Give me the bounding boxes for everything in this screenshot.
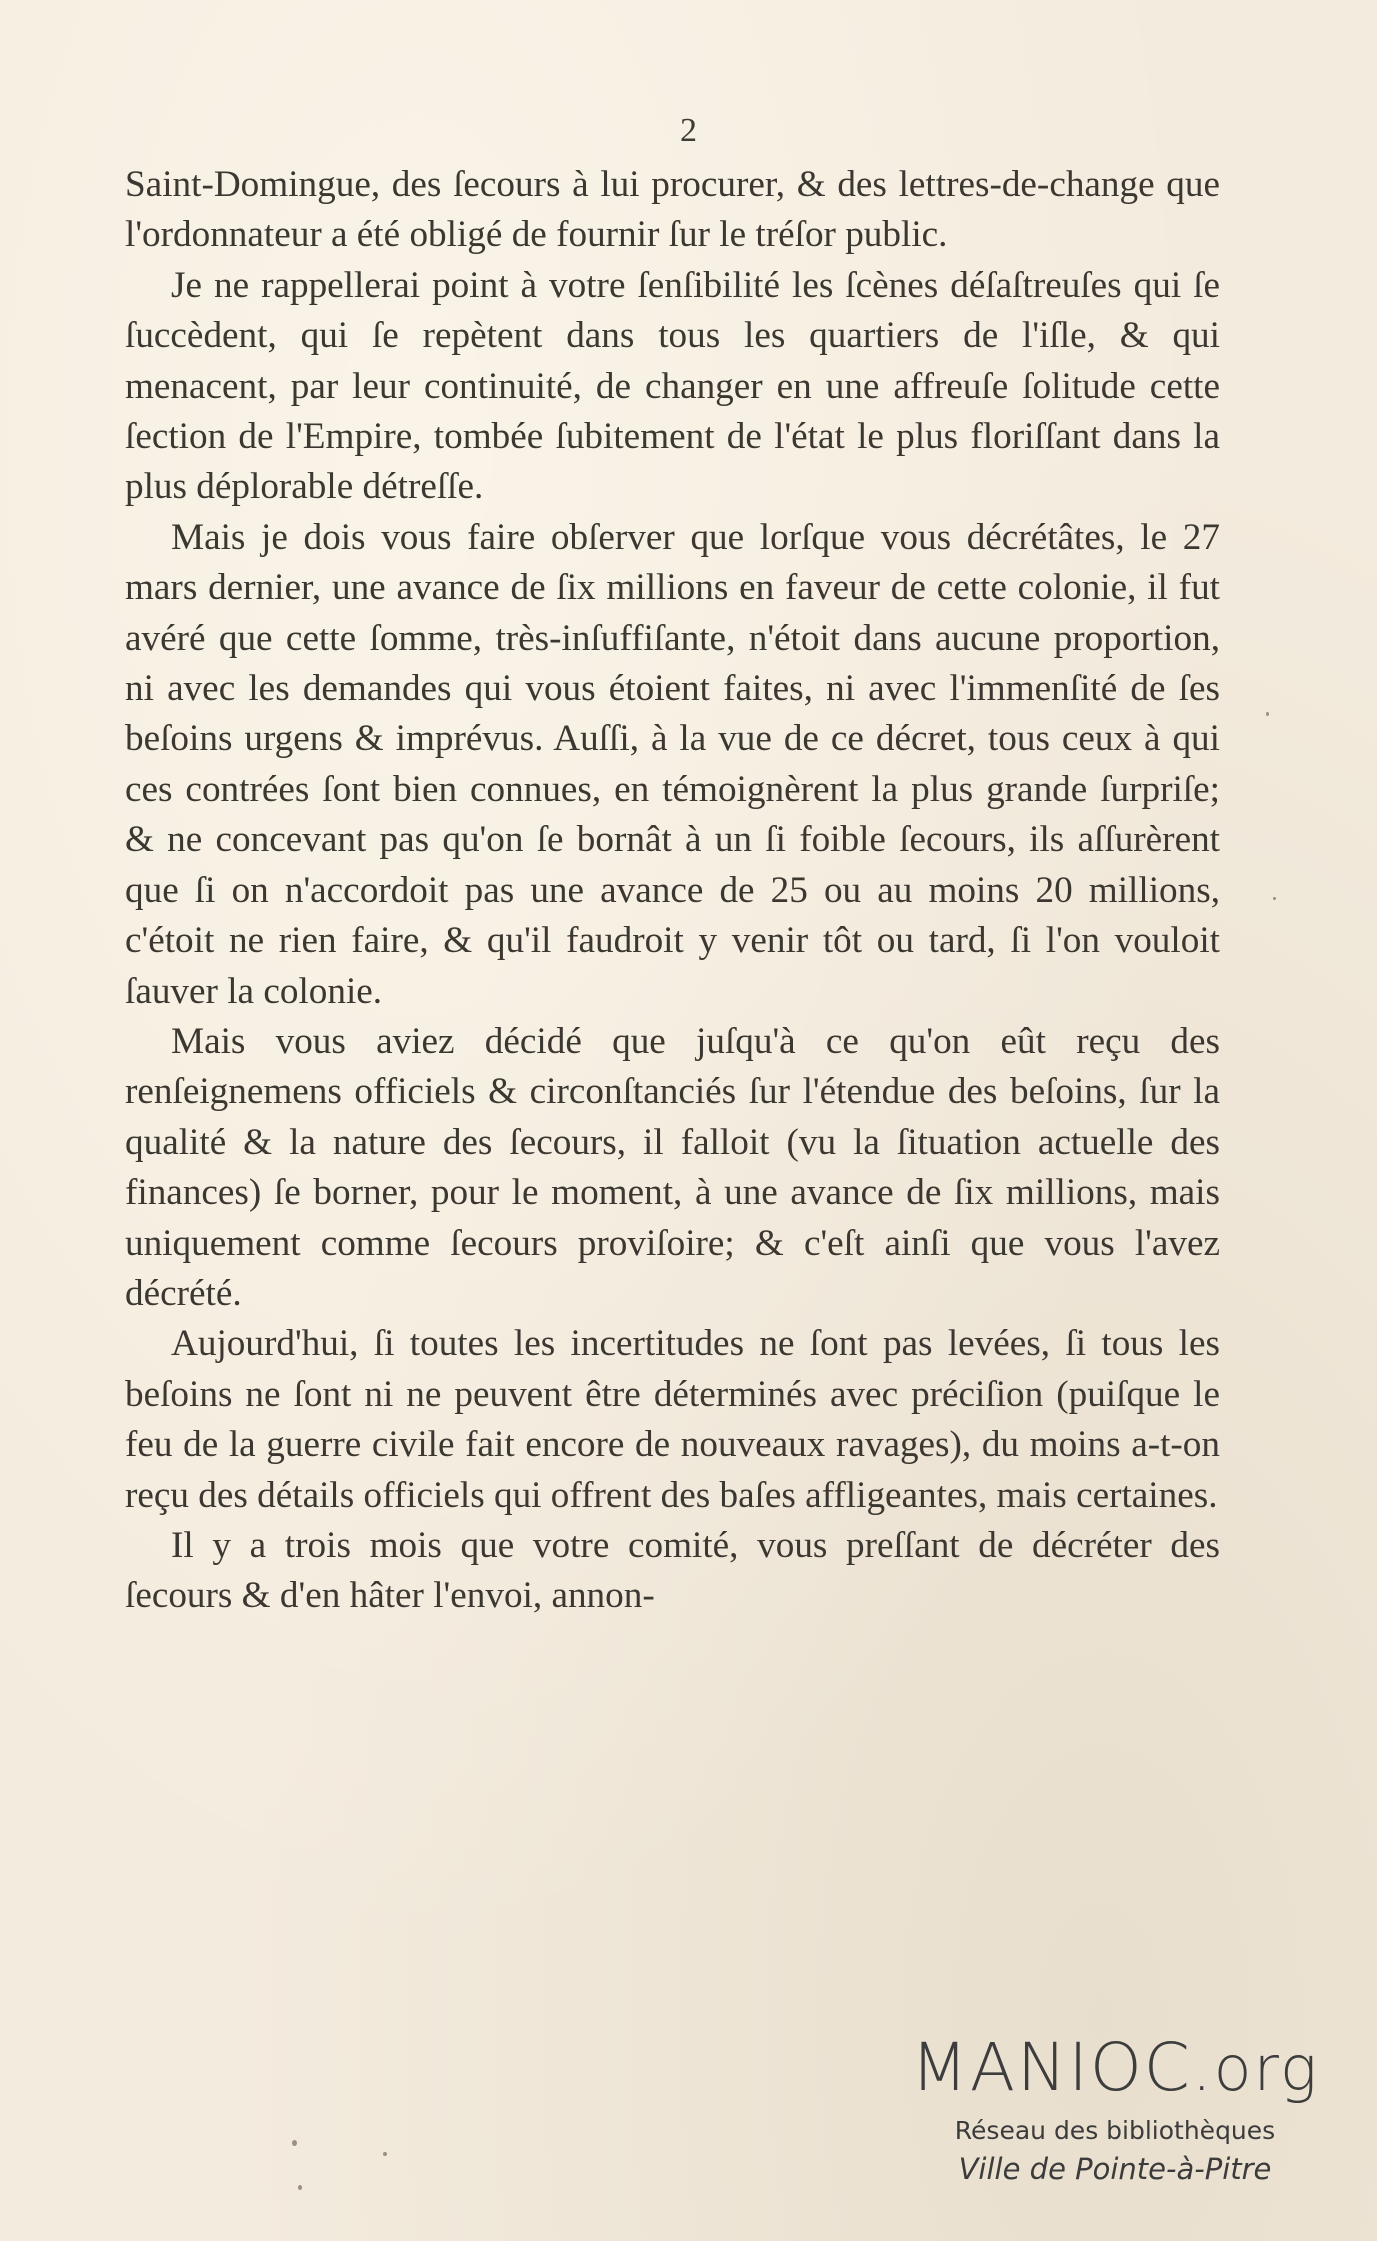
paragraph-2: Je ne rappellerai point à votre ſenſibilité les ſcènes déſaſtreuſes qui ſe ſuccèdent, qui ſe repètent dans tous les quartiers de l'iſle, & qui menacent, par leur continuité, de changer en une affreuſe ſolitude cette ſection de l'Empire, tombée ſubitement de l'état le plus floriſſant dans la plus déplorable détreſſe. bbox=[125, 264, 1220, 508]
logo-suffix-text: .org bbox=[1191, 2032, 1320, 2105]
paper-speck bbox=[298, 2185, 302, 2190]
paragraph-3: Mais je dois vous faire obſerver que lorſque vous décrétâtes, le 27 mars dernier, une avance de ſix millions en faveur de cette colonie, il fut avéré que cette ſomme, très-inſuffiſante, n'étoit dans aucune proportion, ni avec les demandes qui vous étoient faites, ni avec l'immenſité de ſes beſoins urgens & imprévus. Auſſi, à la vue de ce décret, tous ceux à qui ces contrées ſont bien connues, en témoignèrent la plus grande ſurpriſe; & ne concevant pas qu'on ſe bornât à un ſi foible ſecours, ils aſſurèrent que ſi on n'accordoit pas une avance de 25 ou au moins 20 millions, c'étoit ne rien faire, & qu'il faudroit y venir tôt ou tard, ſi l'on vouloit ſauver la colonie. bbox=[125, 516, 1220, 1012]
city-label: Ville de Pointe-à-Pitre bbox=[958, 2152, 1272, 2186]
paper-speck bbox=[292, 2140, 297, 2146]
paragraph-6: Il y a trois mois que votre comité, vous preſſant de décréter des ſecours & d'en hâter l'envoi, annon- bbox=[125, 1524, 1220, 1617]
logo-main-text: MANIOC bbox=[910, 2029, 1192, 2106]
network-label: Réseau des bibliothèques bbox=[954, 2116, 1276, 2145]
manioc-watermark bbox=[880, 2030, 1350, 2189]
paragraph-1: Saint-Domingue, des ſecours à lui procurer, & des lettres-de-change que l'ordonnateur a été obligé de fournir ſur le tréſor public. bbox=[125, 164, 1220, 256]
manioc-logo bbox=[880, 2030, 1350, 2107]
page-number: 2 bbox=[680, 112, 697, 149]
paper-speck bbox=[1273, 897, 1276, 900]
body-text bbox=[125, 160, 1220, 1622]
paragraph-4: Mais vous aviez décidé que juſqu'à ce qu'on eût reçu des renſeignemens officiels & circonſtanciés ſur l'étendue des beſoins, ſur la qualité & la nature des ſecours, il falloit (vu la ſituation actuelle des finances) ſe borner, pour le moment, à une avance de ſix millions, mais uniquement comme ſecours proviſoire; & c'eſt ainſi que vous l'avez décrété. bbox=[125, 1020, 1220, 1314]
paper-speck bbox=[1266, 712, 1269, 716]
paragraph-5: Aujourd'hui, ſi toutes les incertitudes ne ſont pas levées, ſi tous les beſoins ne ſont ni ne peuvent être déterminés avec préciſion (puiſque le feu de la guerre civile fait encore de nouveaux ravages), du moins a-t-on reçu des détails officiels qui offrent des baſes affligeantes, mais certaines. bbox=[125, 1323, 1220, 1516]
paper-speck bbox=[383, 2152, 387, 2156]
